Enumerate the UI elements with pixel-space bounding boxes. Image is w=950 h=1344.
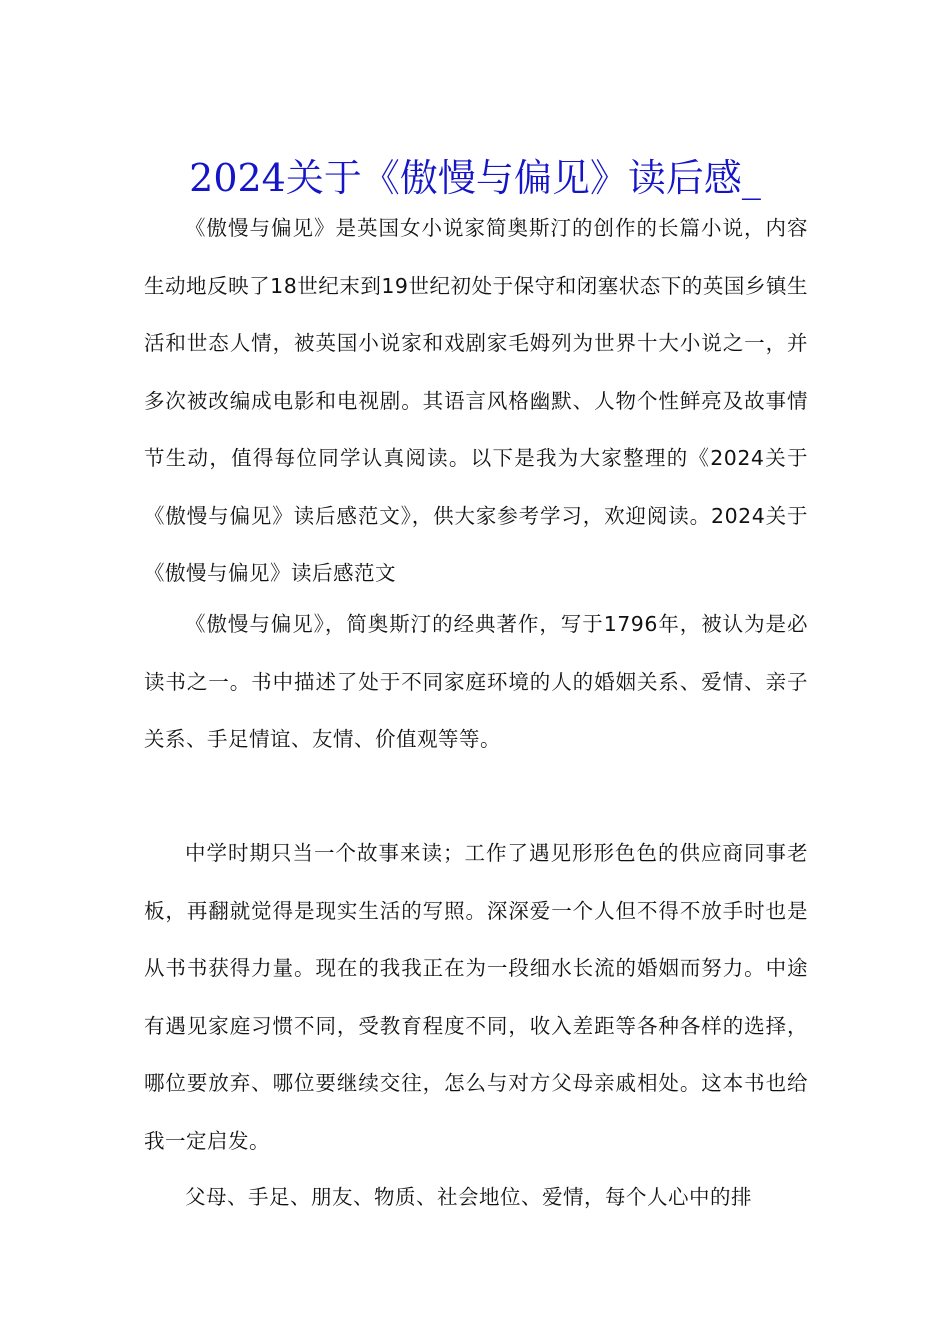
document-title: 2024关于《傲慢与偏见》读后感_ [189,156,761,201]
paragraph-personal-reflection: 中学时期只当一个故事来读；工作了遇见形形色色的供应商同事老板，再翻就觉得是现实生活的写照。深深爱一个人但不得不放手时也是从书书获得力量。现在的我我正在为一段细水长流的婚姻而努力。中途有遇见家庭习惯不同，受教育程度不同，收入差距等各种各样的选择，哪位要放弃、哪位要继续交往，怎么与对方父母亲戚相处。这本书也给我一定启发。 [144,841,808,1153]
paragraph-values: 父母、手足、朋友、物质、社会地位、爱情，每个人心中的排 [185,1185,752,1209]
paragraph-book-summary: 《傲慢与偏见》，简奥斯汀的经典著作，写于1796年，被认为是必读书之一。书中描述了处于不同家庭环境的人的婚姻关系、爱情、亲子关系、手足情谊、友情、价值观等等。 [144,612,808,751]
paragraph-intro: 《傲慢与偏见》是英国女小说家简奥斯汀的创作的长篇小说，内容生动地反映了18世纪末到19世纪初处于保守和闭塞状态下的英国乡镇生活和世态人情，被英国小说家和戏剧家毛姆列为世界十大小说之一，并多次被改编成电影和电视剧。其语言风格幽默、人物个性鲜亮及故事情节生动，值得每位同学认真阅读。以下是我为大家整理的《2024关于《傲慢与偏见》读后感范文》，供大家参考学习，欢迎阅读。2024关于《傲慢与偏见》读后感范文 [144,216,808,585]
